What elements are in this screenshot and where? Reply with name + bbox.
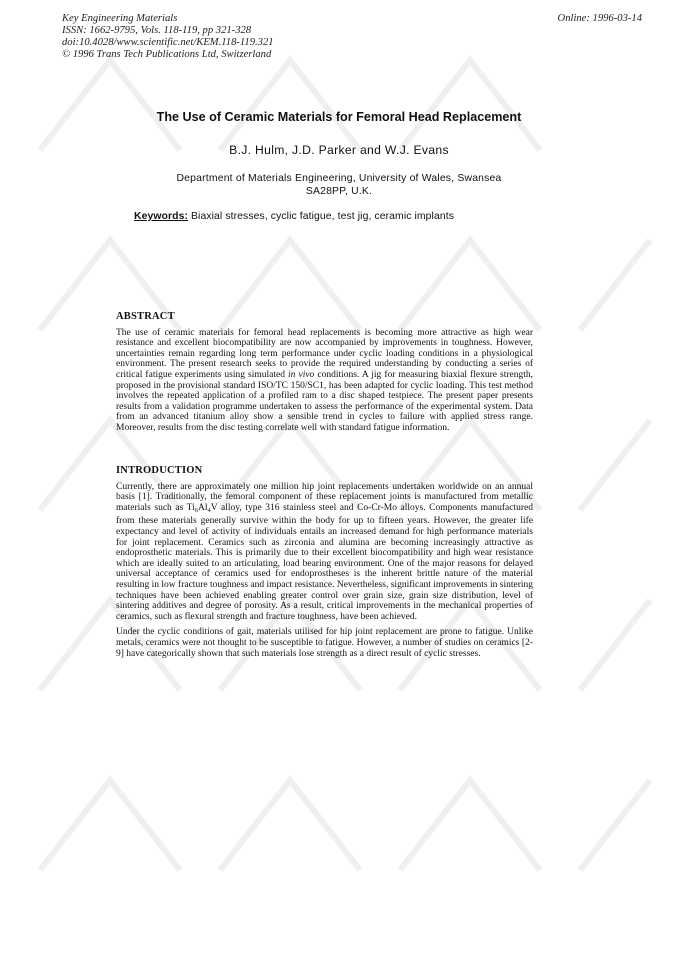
introduction-heading: INTRODUCTION	[116, 465, 203, 476]
keywords-label: Keywords:	[134, 211, 189, 222]
introduction-section	[116, 466, 533, 664]
journal-name: Key Engineering Materials	[62, 13, 178, 24]
paper-authors: B.J. Hulm, J.D. Parker and W.J. Evans	[229, 143, 449, 157]
introduction-paragraph-2: Under the cyclic conditions of gait, materials utilised for hip joint replacement are prone to fatigue. Unlike metals, ceramics were not thought to be susceptible to fatigue. However, a number of studies on ceramics [2-9] have categorically shown that such materials lose strength as a direct result of cyclic stresses.	[116, 627, 533, 659]
issn-line: ISSN: 1662-9795, Vols. 118-119, pp 321-328	[62, 25, 252, 36]
introduction-paragraph-1: Currently, there are approximately one million hip joint replacements undertaken worldwide on an annual basis [1]. Traditionally, the femoral component of these replacement joints is manufactured from metallic materials such as $Ti_6Al_4V$ alloy, type 316 stainless steel and Co-Cr-Mo alloys. Components manufactured from these materials generally survive within the body for up to fifteen years. However, the greater life expectancy and level of activity of individuals entails an increased demand for high performance materials for joint replacement. Ceramics such as zirconia and alumina are becoming increasingly attractive as endoprosthetic materials. This is primarily due to their excellent biocompatibility and high wear resistance which are ideally suited to an articulating, load bearing environment. One of the major reasons for delayed universal acceptance of ceramics used for endoprostheses is the inherent brittle nature of the material resulting in low fracture toughness and impact resistance. Nevertheless, significant improvements in sintering techniques have been achieved enabling greater control over grain size, grain size distribution, level of sintering additives and degree of porosity. As a result, critical improvements in the mechanical properties of ceramics, such as flexural strength and fracture toughness, have been achieved.	[116, 481, 533, 622]
journal-header	[62, 13, 274, 61]
affiliation-line-2: SA28PP, U.K.	[305, 186, 373, 197]
paper-title: The Use of Ceramic Materials for Femoral Head Replacement	[156, 110, 522, 124]
affiliation-line-1: Department of Materials Engineering, University of Wales, Swansea	[176, 173, 502, 184]
keywords-list: Biaxial stresses, cyclic fatigue, test jig, ceramic implants	[191, 211, 454, 222]
doi-line[interactable]: doi:10.4028/www.scientific.net/KEM.118-119.321	[62, 37, 274, 48]
online-date: Online: 1996-03-14	[557, 13, 642, 24]
abstract-section	[116, 312, 533, 439]
affiliation	[0, 172, 678, 198]
copyright-line: © 1996 Trans Tech Publications Ltd, Switzerland	[62, 49, 272, 60]
abstract-heading: ABSTRACT	[116, 311, 175, 322]
abstract-text: The use of ceramic materials for femoral head replacements is becoming more attractive as high wear resistance and excellent biocompatibility are now accompanied by improvements in toughness. However, uncertainties remain regarding long term performance under cyclic loading conditions in a physiological environment. The present research seeks to provide the required understanding by conducting a series of critical fatigue experiments using simulated in vivo conditions. A jig for measuring biaxial flexure strength, proposed in the provisional standard ISO/TC 150/SC1, has been adapted for cyclic loading. This test method involves the repeated application of a profiled ram to a disc shaped testpiece. The present paper presents results from a validation programme undertaken to assess the performance of the experimental system. Data from an advanced titanium alloy show a sensible trend in cycles to failure with applied stress range. Moreover, results from the disc testing correlate well with standard fatigue information.	[116, 327, 534, 433]
keywords	[134, 211, 454, 222]
